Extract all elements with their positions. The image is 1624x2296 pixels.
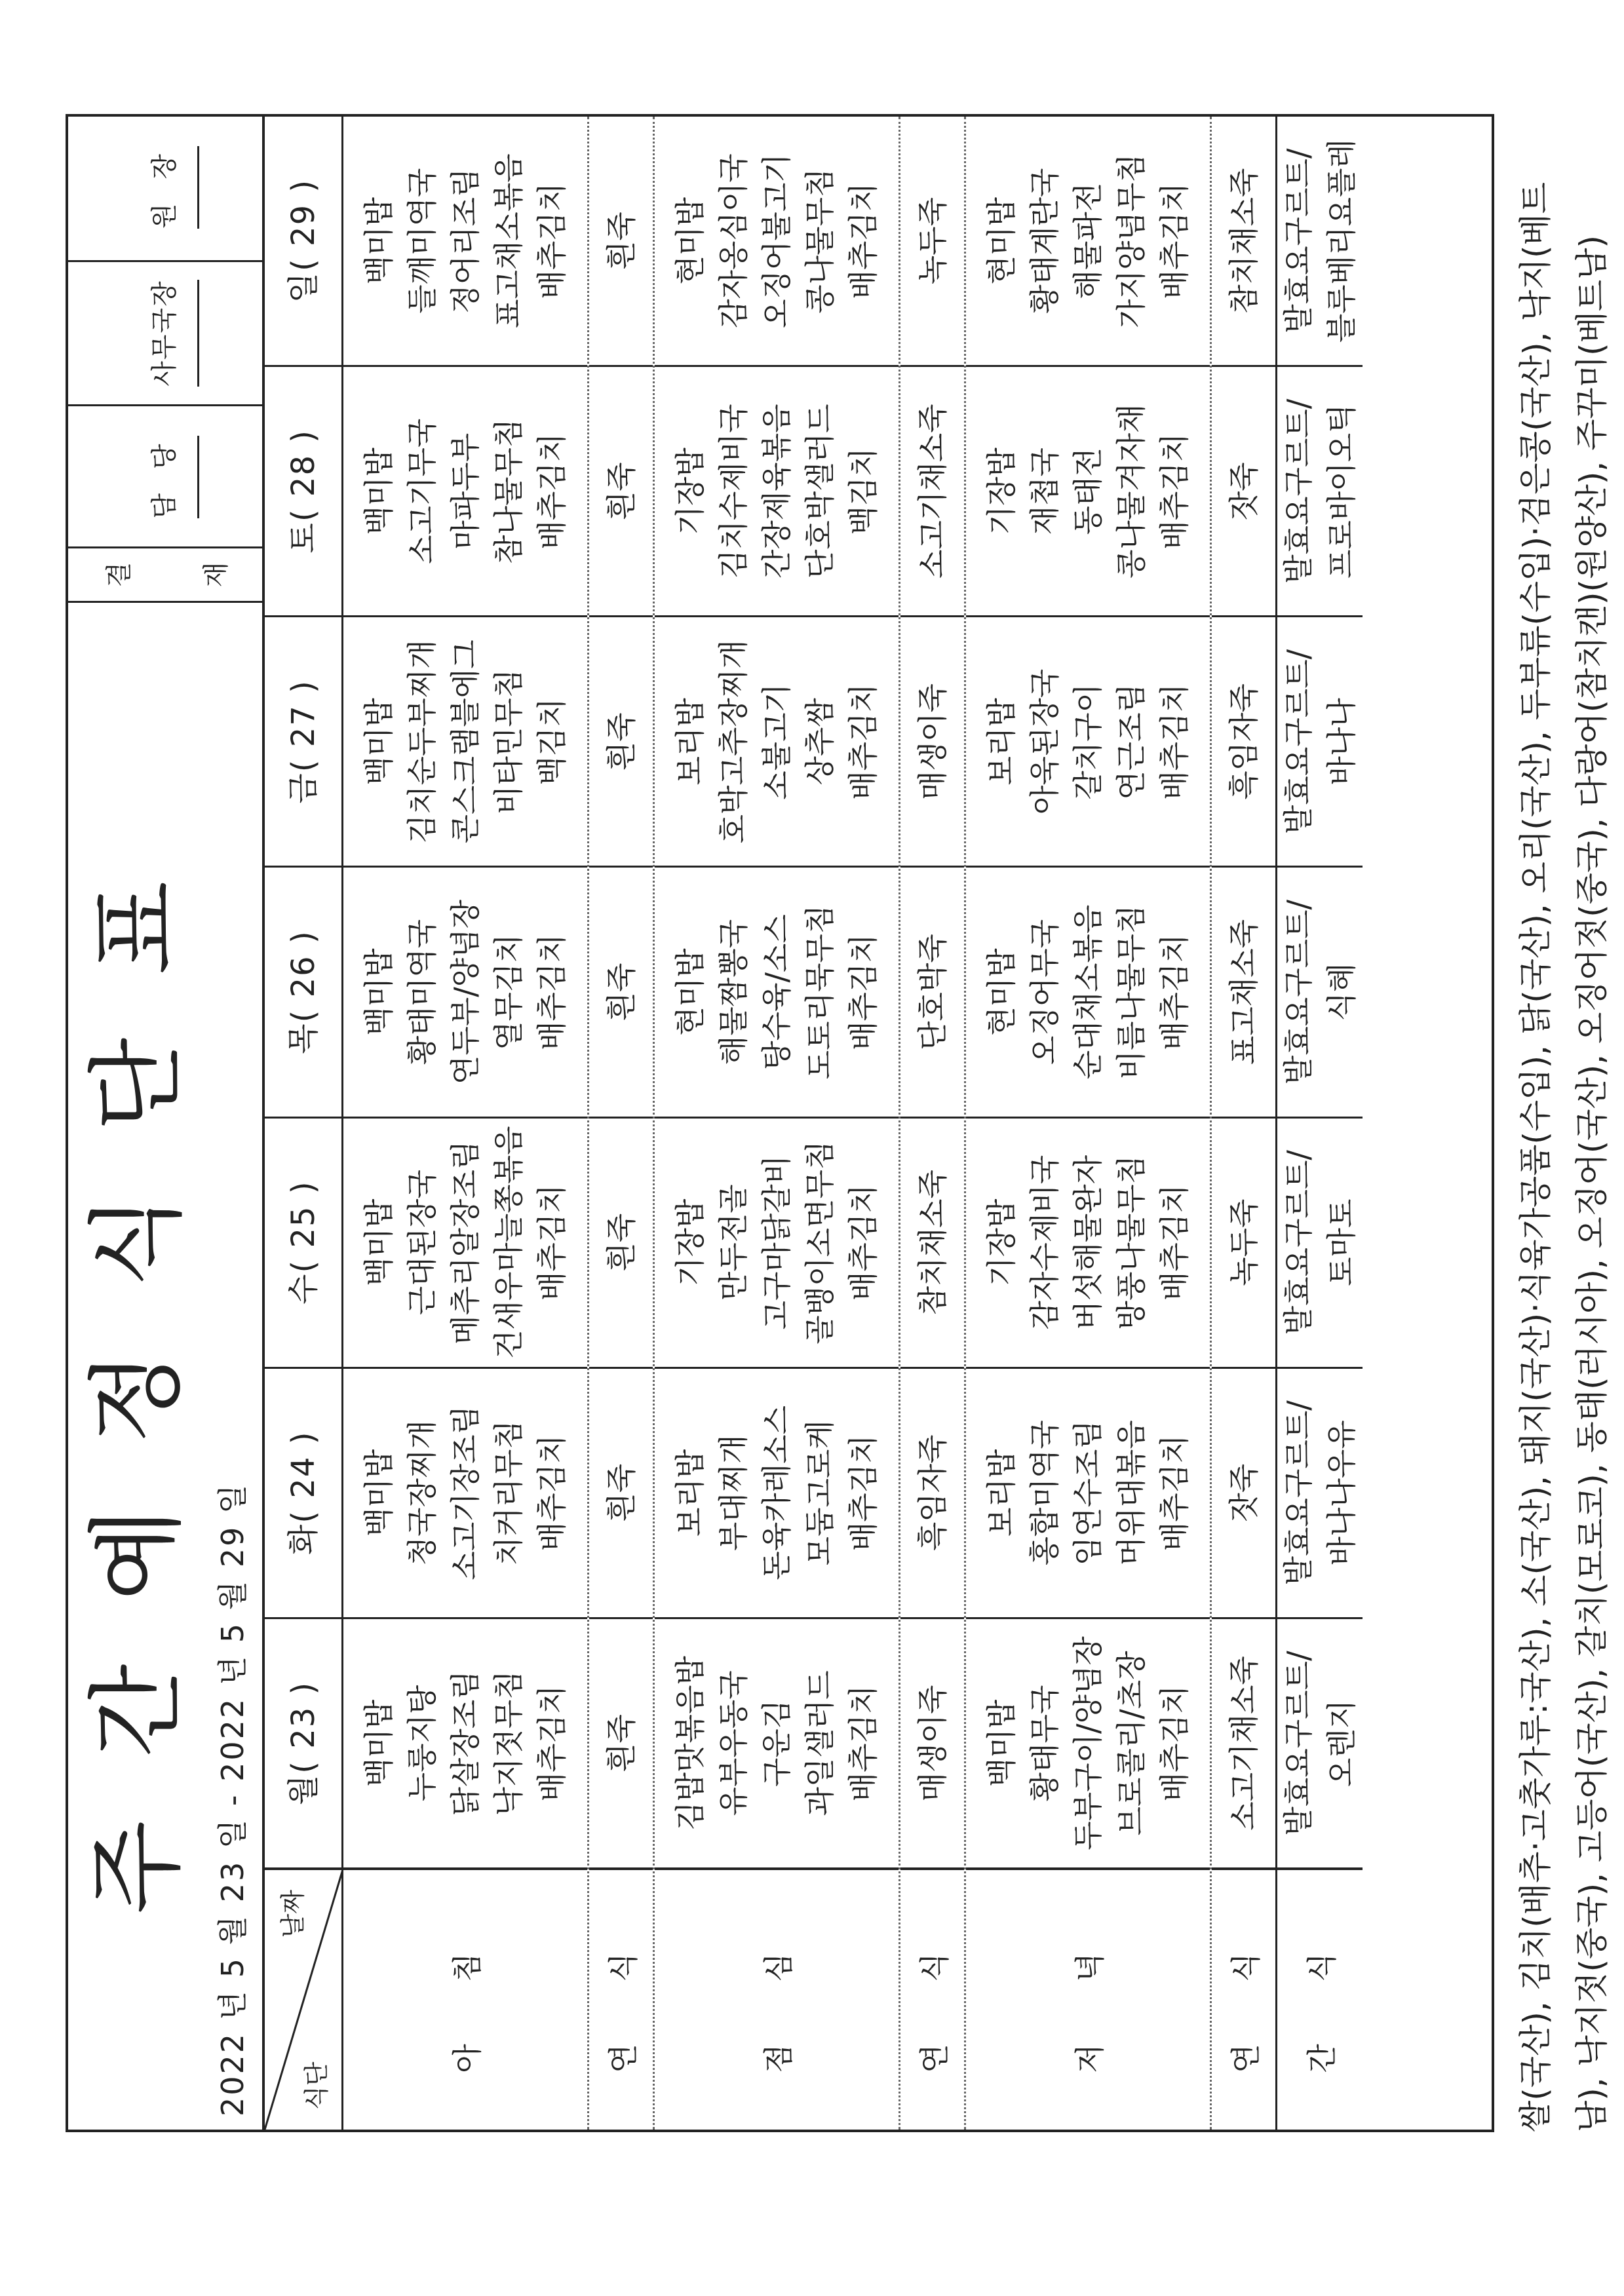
menu-item: 머위대볶음 <box>1113 1420 1149 1566</box>
menu-cell <box>966 1117 1210 1367</box>
menu-item: 백미밥 <box>361 1449 396 1537</box>
menu-item: 황태미역국 <box>404 919 440 1065</box>
menu-item: 현미밥 <box>984 197 1019 285</box>
menu-item: 토마토 <box>1324 1198 1359 1286</box>
table-body <box>343 117 1363 2130</box>
menu-cell <box>655 1117 899 1367</box>
menu-item: 녹두죽 <box>1226 1198 1262 1286</box>
meal-label: 연 식 <box>900 1867 964 2130</box>
menu-item: 흰죽 <box>603 1213 639 1272</box>
menu-cell <box>343 365 587 615</box>
menu-item: 흰죽 <box>603 963 639 1022</box>
menu-cell <box>655 1367 899 1617</box>
menu-cell <box>589 615 653 866</box>
menu-cell <box>1277 1617 1363 1867</box>
menu-item: 기장밥 <box>672 1198 708 1286</box>
menu-cell <box>1212 866 1275 1116</box>
origin-note-line: 남), 낙지젓(중국), 고등어(국산), 갈치(모로코), 동태(러시아), 오징어(국산), 오징어젓(중국), 다랑어(참치캔)(원양산), 주꾸미(베트남) <box>1573 235 1611 2132</box>
menu-item: 상추쌈 <box>802 698 838 786</box>
menu-item: 배추김치 <box>845 1434 881 1552</box>
menu-cell <box>343 117 587 365</box>
menu-item: 표고채소죽 <box>1226 919 1262 1065</box>
day-header: 화( 24 ) <box>265 1367 341 1617</box>
menu-item: 배추김치 <box>534 1685 570 1802</box>
menu-item: 흑임자죽 <box>1226 683 1262 800</box>
menu-cell <box>966 365 1210 615</box>
menu-item: 배추김치 <box>534 1184 570 1301</box>
menu-item: 식혜 <box>1324 963 1359 1022</box>
table-row <box>655 117 900 2130</box>
menu-item: 콘스크램블에그 <box>448 640 483 844</box>
menu-item: 배추김치 <box>1157 182 1192 299</box>
header <box>68 117 265 2130</box>
menu-item: 배추김치 <box>534 432 570 550</box>
page-title: 주간예정식단표 <box>81 818 193 1915</box>
menu-cell <box>900 117 964 365</box>
menu-cell <box>589 866 653 1116</box>
menu-item: 비름나물무침 <box>1113 904 1149 1080</box>
menu-item: 구운김 <box>759 1699 794 1788</box>
menu-item: 배추김치 <box>845 182 881 299</box>
meal-label: 연 식 <box>1212 1867 1275 2130</box>
menu-cell <box>1212 1117 1275 1367</box>
menu-item: 호박고추장찌개 <box>716 640 751 844</box>
menu-item: 동태전 <box>1070 448 1106 535</box>
menu-item: 배추김치 <box>845 934 881 1050</box>
menu-item: 소고기채소죽 <box>914 404 950 579</box>
menu-item: 닭살장조림 <box>448 1670 483 1816</box>
menu-item: 소고기장조림 <box>448 1405 483 1580</box>
menu-item: 참치채소죽 <box>1226 168 1262 314</box>
menu-cell <box>589 1117 653 1367</box>
menu-item: 감자옹심이국 <box>716 153 751 328</box>
menu-item: 보리밥 <box>984 698 1019 786</box>
day-header: 수( 25 ) <box>265 1117 341 1367</box>
approval-char: 결 <box>104 562 134 588</box>
menu-item: 도토리묵무침 <box>802 904 838 1080</box>
table-row <box>966 117 1212 2130</box>
menu-item: 김밥맛볶음밥 <box>672 1656 708 1831</box>
menu-cell <box>1212 1617 1275 1867</box>
menu-cell <box>966 1367 1210 1617</box>
menu-item: 배추김치 <box>1157 432 1192 550</box>
menu-cell <box>589 1617 653 1867</box>
menu-cell <box>966 866 1210 1116</box>
menu-item: 소불고기 <box>759 683 794 800</box>
menu-item: 배추김치 <box>845 683 881 800</box>
menu-item: 발효요구르트/ <box>1281 1150 1316 1335</box>
menu-item: 발효요구르트/ <box>1281 1400 1316 1586</box>
menu-cell <box>1277 365 1363 615</box>
menu-item: 콩나물무침 <box>802 168 838 314</box>
menu-cell <box>589 1367 653 1617</box>
menu-item: 백미밥 <box>984 1699 1019 1788</box>
menu-cell <box>1277 866 1363 1116</box>
date-range: 2022 년 5 월 23 일 - 2022 년 5 월 29 일 <box>215 1482 250 2116</box>
table-corner <box>265 1867 341 2130</box>
menu-item: 아욱된장국 <box>1027 668 1062 814</box>
menu-item: 흑임자죽 <box>914 1434 950 1552</box>
menu-item: 배추김치 <box>1157 1685 1192 1802</box>
approval-cell-director <box>68 260 262 404</box>
menu-item: 간장제육볶음 <box>759 404 794 579</box>
approval-cell-manager <box>68 404 262 548</box>
menu-item: 소고기무국 <box>404 418 440 564</box>
table-row <box>1212 117 1277 2130</box>
menu-item: 근대된장국 <box>404 1170 440 1316</box>
menu-cell <box>900 1117 964 1367</box>
table-row <box>1277 117 1363 2130</box>
table-row <box>343 117 589 2130</box>
menu-item: 오렌지 <box>1324 1699 1359 1788</box>
corner-label-date: 날짜 <box>279 1890 307 1938</box>
menu-cell <box>1277 1117 1363 1367</box>
menu-item: 배추김치 <box>1157 934 1192 1050</box>
menu-cell <box>589 365 653 615</box>
menu-cell <box>1212 1367 1275 1617</box>
menu-cell <box>343 615 587 866</box>
menu-item: 고구마닭갈비 <box>759 1155 794 1330</box>
menu-item: 청국장찌개 <box>404 1420 440 1566</box>
menu-cell <box>900 1617 964 1867</box>
menu-item: 재첩국 <box>1027 448 1062 535</box>
menu-item: 메추리알장조림 <box>448 1140 483 1345</box>
menu-cell <box>343 1617 587 1867</box>
approval-label <box>68 546 262 601</box>
menu-cell <box>900 615 964 866</box>
menu-cell <box>966 117 1210 365</box>
menu-item: 김치순두부찌개 <box>404 640 440 844</box>
menu-item: 배추김치 <box>1157 1434 1192 1552</box>
menu-cell <box>343 1117 587 1367</box>
day-header: 금( 27 ) <box>265 615 341 866</box>
meal-label: 저 녁 <box>966 1867 1210 2130</box>
table-header-row <box>265 117 343 2130</box>
menu-item: 발효요구르트/ <box>1281 649 1316 834</box>
menu-item: 해물파전 <box>1070 182 1106 299</box>
day-header: 토( 28 ) <box>265 365 341 615</box>
menu-item: 오징어무국 <box>1027 919 1062 1065</box>
menu-item: 발효요구르트/ <box>1281 899 1316 1085</box>
menu-item: 두부구이/양념장 <box>1070 1636 1106 1850</box>
menu-cell <box>655 117 899 365</box>
menu-item: 참나물무침 <box>491 418 526 564</box>
menu-item: 표고채소볶음 <box>491 153 526 328</box>
approval-role: 담 당 <box>132 436 199 519</box>
menu-frame <box>66 114 1494 2132</box>
menu-item: 흰죽 <box>603 462 639 521</box>
menu-item: 현미밥 <box>672 197 708 285</box>
menu-item: 기장밥 <box>672 448 708 535</box>
menu-cell <box>966 615 1210 866</box>
menu-item: 비타민무침 <box>491 668 526 814</box>
menu-item: 프로바이오틱 <box>1324 404 1359 579</box>
menu-item: 기장밥 <box>984 448 1019 535</box>
meal-label: 연 식 <box>589 1867 653 2130</box>
menu-item: 유부우동국 <box>716 1670 751 1816</box>
menu-item: 기장밥 <box>984 1198 1019 1286</box>
menu-item: 백미밥 <box>361 448 396 535</box>
menu-item: 발효요구르트/ <box>1281 148 1316 334</box>
menu-item: 발효요구르트/ <box>1281 1651 1316 1836</box>
meal-label: 간 식 <box>1277 1867 1363 2130</box>
menu-cell <box>655 1617 899 1867</box>
menu-item: 배추김치 <box>534 182 570 299</box>
menu-item: 현미밥 <box>984 948 1019 1036</box>
menu-item: 보리밥 <box>672 1449 708 1537</box>
menu-item: 잣죽 <box>1226 462 1262 521</box>
origin-note-line: 쌀(국산), 김치(배추·고춧가루:국산), 소(국산), 돼지(국산)·식육가공품(수입), 닭(국산), 오리(국산), 두부류(수입)·검은콩(국산), 낙지(베트 <box>1517 182 1555 2132</box>
menu-item: 황태무국 <box>1027 1685 1062 1802</box>
origin-note <box>1507 114 1620 2132</box>
menu-cell <box>1212 117 1275 365</box>
menu-item: 백김치 <box>534 698 570 786</box>
menu-cell <box>1277 1367 1363 1617</box>
approval-role: 원 장 <box>132 146 199 229</box>
menu-item: 백미밥 <box>361 1198 396 1286</box>
menu-table <box>265 117 1363 2130</box>
menu-item: 단호박샐러드 <box>802 404 838 579</box>
menu-item: 단호박죽 <box>914 934 950 1050</box>
menu-item: 배추김치 <box>1157 1184 1192 1301</box>
menu-item: 잣죽 <box>1226 1463 1262 1522</box>
menu-item: 순대채소볶음 <box>1070 904 1106 1080</box>
menu-item: 만두전골 <box>716 1184 751 1301</box>
corner-label-meal: 식단 <box>302 2061 331 2110</box>
menu-item: 참치채소죽 <box>914 1170 950 1316</box>
menu-item: 브로콜리/초장 <box>1113 1651 1149 1836</box>
menu-item: 바나나 <box>1324 698 1359 786</box>
menu-item: 마파두부 <box>448 432 483 550</box>
menu-cell <box>655 365 899 615</box>
menu-item: 갈치구이 <box>1070 683 1106 800</box>
menu-item: 흰죽 <box>603 1463 639 1522</box>
menu-item: 가지양념무침 <box>1113 153 1149 328</box>
menu-item: 배추김치 <box>845 1184 881 1301</box>
menu-item: 백미밥 <box>361 698 396 786</box>
menu-cell <box>900 365 964 615</box>
menu-item: 과일샐러드 <box>802 1670 838 1816</box>
day-header: 목( 26 ) <box>265 866 341 1116</box>
menu-item: 버섯해물완자 <box>1070 1155 1106 1330</box>
meal-label: 아 침 <box>343 1867 587 2130</box>
menu-item: 오징어불고기 <box>759 153 794 328</box>
menu-item: 백김치 <box>845 448 881 535</box>
menu-cell <box>589 117 653 365</box>
menu-item: 들깨미역국 <box>404 168 440 314</box>
menu-item: 흰죽 <box>603 1714 639 1772</box>
menu-cell <box>343 866 587 1116</box>
menu-item: 백미밥 <box>361 948 396 1036</box>
menu-item: 건새우마늘쫑볶음 <box>491 1126 526 1359</box>
menu-item: 배추김치 <box>534 934 570 1050</box>
menu-cell <box>1212 365 1275 615</box>
menu-cell <box>1277 615 1363 866</box>
menu-item: 낙지젓무침 <box>491 1670 526 1816</box>
menu-cell <box>900 1367 964 1617</box>
menu-cell <box>966 1617 1210 1867</box>
menu-item: 연근조림 <box>1113 683 1149 800</box>
menu-cell <box>1277 117 1363 365</box>
menu-item: 탕수육/소스 <box>759 914 794 1070</box>
menu-item: 바나나우유 <box>1324 1420 1359 1566</box>
menu-item: 정어리조림 <box>448 168 483 314</box>
menu-cell <box>900 866 964 1116</box>
approval-role: 사무국장 <box>132 280 199 387</box>
menu-item: 배추김치 <box>845 1685 881 1802</box>
menu-item: 치커리무침 <box>491 1420 526 1566</box>
menu-item: 임연수조림 <box>1070 1420 1106 1566</box>
menu-item: 김치수제비국 <box>716 404 751 579</box>
menu-item: 매생이죽 <box>914 1685 950 1802</box>
menu-item: 배추김치 <box>1157 683 1192 800</box>
menu-item: 골뱅이소면무침 <box>802 1140 838 1345</box>
menu-item: 방풍나물무침 <box>1113 1155 1149 1330</box>
approval-cell-head <box>68 115 262 260</box>
menu-item: 감자수제비국 <box>1027 1155 1062 1330</box>
menu-item: 누룽지탕 <box>404 1685 440 1802</box>
menu-item: 녹두죽 <box>914 197 950 285</box>
menu-item: 흰죽 <box>603 712 639 771</box>
table-row <box>589 117 655 2130</box>
menu-item: 흰죽 <box>603 212 639 271</box>
menu-cell <box>343 1367 587 1617</box>
approval-box <box>68 115 262 603</box>
menu-item: 콩나물겨자채 <box>1113 404 1149 579</box>
menu-item: 매생이죽 <box>914 683 950 800</box>
table-row <box>900 117 966 2130</box>
menu-item: 돈육카레소스 <box>759 1405 794 1580</box>
menu-cell <box>655 866 899 1116</box>
approval-char: 재 <box>201 562 231 588</box>
menu-item: 연두부/양념장 <box>448 899 483 1085</box>
menu-item: 배추김치 <box>534 1434 570 1552</box>
menu-item: 해물짬뽕국 <box>716 919 751 1065</box>
menu-item: 홍합미역국 <box>1027 1420 1062 1566</box>
menu-item: 열무김치 <box>491 934 526 1050</box>
menu-item: 보리밥 <box>984 1449 1019 1537</box>
menu-item: 소고기채소죽 <box>1226 1656 1262 1831</box>
menu-item: 백미밥 <box>361 1699 396 1788</box>
menu-item: 블루베리요플레 <box>1324 139 1359 343</box>
menu-item: 보리밥 <box>672 698 708 786</box>
menu-item: 모둠고로케 <box>802 1420 838 1566</box>
meal-label: 점 심 <box>655 1867 899 2130</box>
menu-cell <box>655 615 899 866</box>
day-header: 일( 29 ) <box>284 178 322 303</box>
day-header: 월( 23 ) <box>265 1617 341 1867</box>
menu-item: 황태계란국 <box>1027 168 1062 314</box>
menu-item: 현미밥 <box>672 948 708 1036</box>
menu-item: 백미밥 <box>361 197 396 285</box>
menu-cell <box>1212 615 1275 866</box>
menu-item: 부대찌개 <box>716 1434 751 1552</box>
menu-item: 발효요구르트/ <box>1281 398 1316 584</box>
